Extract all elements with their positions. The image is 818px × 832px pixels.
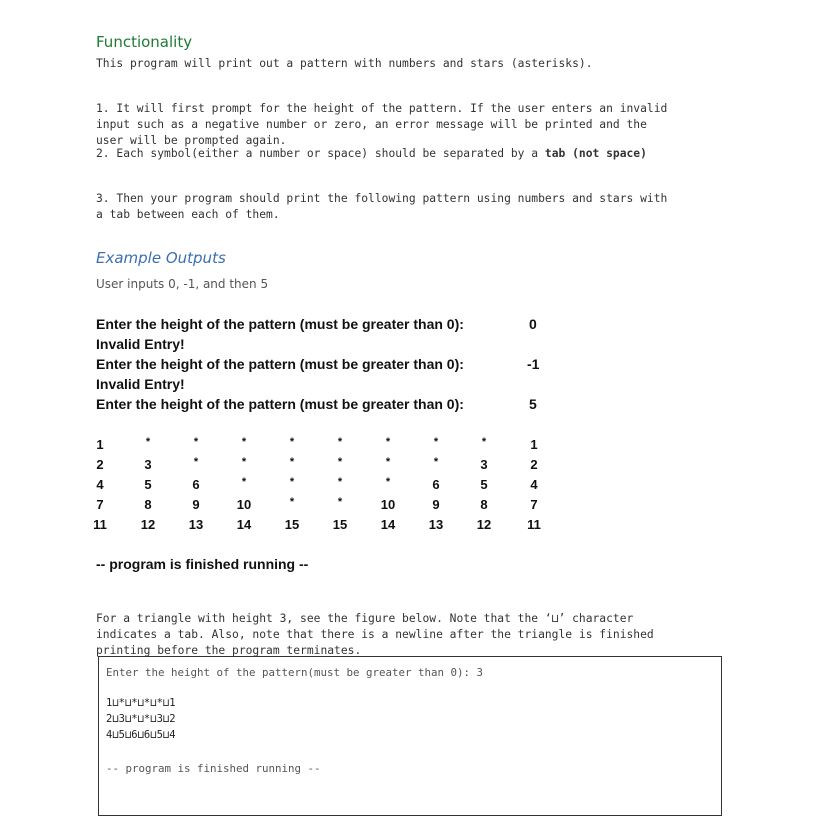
point-1-line: 1. It will first prompt for the height of the pattern. If the user enters an invalid — [96, 102, 668, 115]
pattern-star: * — [385, 456, 391, 468]
pattern-star: * — [289, 496, 295, 508]
pattern-number: 13 — [188, 517, 204, 532]
console-input: 5 — [529, 396, 537, 412]
example-subtitle: User inputs 0, -1, and then 5 — [96, 277, 269, 291]
pattern-star: * — [241, 476, 247, 488]
pattern-number: 12 — [140, 517, 156, 532]
pattern-star: * — [433, 436, 439, 448]
pattern-star: * — [193, 456, 199, 468]
pattern-star: * — [289, 436, 295, 448]
point-3 — [96, 175, 667, 223]
pattern-number: 13 — [428, 517, 444, 532]
note-line: printing before the program terminates. — [96, 644, 362, 657]
figure-row: 1⊔*⊔*⊔*⊔*⊔1 — [106, 697, 176, 709]
pattern-star: * — [289, 476, 295, 488]
pattern-number: 14 — [236, 517, 252, 532]
pattern-star: * — [145, 436, 151, 448]
pattern-number: 9 — [192, 497, 200, 512]
pattern-star: * — [481, 436, 487, 448]
figure-box — [98, 656, 722, 816]
point-3-line: a tab between each of them. — [96, 208, 280, 221]
pattern-number: 10 — [380, 497, 396, 512]
point-2-bold: tab (not space) — [544, 147, 647, 160]
point-1-line: user will be prompted again. — [96, 134, 287, 147]
figure-finished: -- program is finished running -- — [106, 762, 321, 775]
pattern-number: 2 — [530, 457, 538, 472]
figure-row: 4⊔5⊔6⊔6⊔5⊔4 — [106, 729, 176, 741]
note-line: indicates a tab. Also, note that there is a newline after the triangle is finished — [96, 628, 654, 641]
pattern-number: 8 — [144, 497, 152, 512]
pattern-number: 6 — [432, 477, 440, 492]
console-invalid: Invalid Entry! — [96, 336, 185, 352]
pattern-number: 3 — [480, 457, 488, 472]
pattern-number: 11 — [93, 517, 107, 532]
pattern-star: * — [193, 436, 199, 448]
pattern-star: * — [337, 496, 343, 508]
pattern-number: 7 — [96, 497, 104, 512]
console-prompt: Enter the height of the pattern (must be greater than 0): — [96, 316, 464, 332]
pattern-number: 7 — [530, 497, 538, 512]
pattern-number: 4 — [530, 477, 538, 492]
pattern-number: 8 — [480, 497, 488, 512]
pattern-star: * — [385, 476, 391, 488]
pattern-star: * — [433, 456, 439, 468]
figure-row: 2⊔3⊔*⊔*⊔3⊔2 — [106, 713, 176, 725]
pattern-number: 15 — [284, 517, 300, 532]
intro-text: This program will print out a pattern with numbers and stars (asterisks). — [96, 57, 593, 70]
example-heading: Example Outputs — [96, 249, 226, 267]
point-3-line: 3. Then your program should print the following pattern using numbers and stars with — [96, 192, 668, 205]
pattern-number: 4 — [96, 477, 104, 492]
pattern-number: 6 — [192, 477, 200, 492]
console-invalid: Invalid Entry! — [96, 376, 185, 392]
console-prompt: Enter the height of the pattern (must be greater than 0): — [96, 356, 464, 372]
pattern-number: 14 — [380, 517, 396, 532]
console-input: 0 — [529, 316, 537, 332]
pattern-star: * — [337, 436, 343, 448]
finished-text: -- program is finished running -- — [96, 556, 309, 572]
point-1-line: input such as a negative number or zero, an error message will be printed and the — [96, 118, 647, 131]
note — [96, 595, 654, 659]
pattern-number: 11 — [527, 517, 541, 532]
console-input: -1 — [527, 356, 540, 372]
point-2 — [96, 146, 647, 162]
pattern-number: 2 — [96, 457, 104, 472]
point-1 — [96, 85, 667, 149]
pattern-star: * — [241, 456, 247, 468]
pattern-star: * — [241, 436, 247, 448]
pattern-star: * — [337, 456, 343, 468]
pattern-number: 5 — [144, 477, 152, 492]
console-prompt: Enter the height of the pattern (must be greater than 0): — [96, 396, 464, 412]
pattern-number: 5 — [480, 477, 488, 492]
pattern-number: 1 — [96, 437, 104, 452]
pattern-star: * — [289, 456, 295, 468]
pattern-number: 1 — [530, 437, 538, 452]
pattern-star: * — [337, 476, 343, 488]
point-2-text: 2. Each symbol(either a number or space) should be separated by a — [96, 147, 545, 160]
note-line: For a triangle with height 3, see the figure below. Note that the ‘⊔’ character — [96, 612, 634, 625]
pattern-number: 3 — [144, 457, 152, 472]
pattern-number: 12 — [476, 517, 492, 532]
section-heading: Functionality — [96, 33, 193, 51]
pattern-star: * — [385, 436, 391, 448]
pattern-number: 9 — [432, 497, 440, 512]
pattern-number: 15 — [332, 517, 348, 532]
pattern-number: 10 — [236, 497, 252, 512]
figure-prompt: Enter the height of the pattern(must be greater than 0): 3 — [106, 666, 484, 679]
